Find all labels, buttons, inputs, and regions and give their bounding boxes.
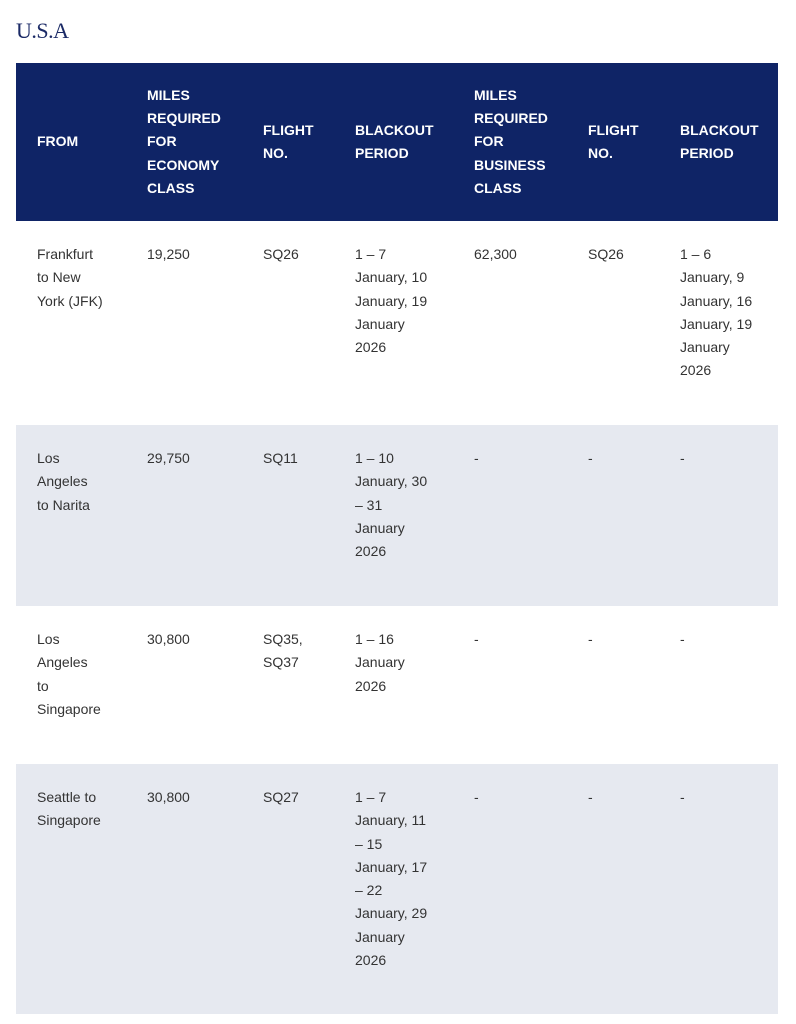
cell-text-line: January	[355, 315, 405, 332]
cell-text-line: January, 19	[355, 292, 428, 309]
cell-text-line: January, 19	[680, 315, 753, 332]
cell-text-line: 2026	[355, 677, 387, 694]
cell-text-line: REQUIRED	[147, 110, 221, 127]
cell-text-line: Angeles	[37, 654, 88, 671]
cell-text-line: Frankfurt	[37, 246, 94, 262]
cell-text-line: SQ26	[263, 246, 299, 262]
cell-text-line: 2026	[355, 339, 387, 356]
cell-text-line: -	[680, 631, 685, 647]
cell-text-line: PERIOD	[680, 145, 734, 161]
cell-text-line: to	[37, 677, 49, 694]
cell-text-line: BUSINESS	[474, 156, 546, 173]
cell-text-line: Singapore	[37, 700, 101, 717]
cell-text-line: – 22	[355, 882, 383, 899]
cell-text-line: January, 16	[680, 292, 753, 309]
cell-economy-miles: 30,800	[147, 631, 190, 647]
cell-text-line: Seattle to	[37, 789, 97, 805]
cell-economy-blackout	[334, 425, 453, 606]
award-miles-table	[16, 63, 778, 1014]
cell-business-flight	[567, 606, 659, 764]
cell-text-line: CLASS	[474, 179, 522, 196]
cell-text-line: FLIGHT	[588, 121, 639, 138]
cell-text-line: – 15	[355, 835, 383, 852]
cell-business-miles: -	[474, 631, 479, 647]
table-row	[16, 221, 778, 425]
cell-text-line: January	[355, 928, 405, 945]
cell-economy-miles: 29,750	[147, 450, 190, 466]
cell-text-line: SQ11	[263, 450, 298, 466]
cell-text-line: FOR	[147, 133, 177, 150]
cell-text-line: 1 – 7	[355, 246, 387, 262]
cell-text-line: SQ27	[263, 789, 299, 805]
cell-business-flight	[567, 221, 659, 425]
cell-business-miles: -	[474, 789, 479, 805]
cell-from	[16, 221, 126, 425]
cell-economy-miles: 30,800	[147, 789, 190, 805]
cell-text-line: FOR	[474, 133, 504, 150]
cell-text-line: NO.	[588, 145, 613, 161]
cell-text-line: -	[588, 789, 593, 805]
cell-business-flight	[567, 764, 659, 1014]
cell-text-line: January, 17	[355, 858, 428, 875]
header-business-blackout	[659, 63, 778, 221]
cell-text-line: Angeles	[37, 473, 88, 490]
cell-text-line: NO.	[263, 145, 288, 161]
table-row	[16, 425, 778, 606]
cell-text-line: BLACKOUT	[355, 121, 434, 138]
cell-text-line: SQ37	[263, 654, 299, 671]
cell-text-line: Los	[37, 450, 60, 466]
cell-business-miles: 62,300	[474, 246, 517, 262]
cell-text-line: 1 – 16	[355, 631, 394, 647]
cell-text-line: – 31	[355, 496, 383, 513]
cell-text-line: January	[680, 339, 730, 356]
cell-text-line: January, 30	[355, 473, 428, 490]
cell-text-line: -	[588, 450, 593, 466]
cell-text-line: 1 – 10	[355, 450, 394, 466]
cell-business-flight	[567, 425, 659, 606]
cell-text-line: -	[680, 450, 685, 466]
cell-economy-blackout	[334, 764, 453, 1014]
cell-text-line: BLACKOUT	[680, 121, 759, 138]
cell-text-line: 1 – 6	[680, 246, 712, 262]
cell-text-line: FROM	[37, 133, 79, 150]
cell-text-line: MILES	[474, 86, 517, 103]
cell-text-line: PERIOD	[355, 145, 409, 161]
cell-economy-flight	[242, 764, 334, 1014]
cell-from	[16, 764, 126, 1014]
cell-from	[16, 606, 126, 764]
cell-economy-flight	[242, 425, 334, 606]
cell-text-line: York (JFK)	[37, 292, 103, 309]
cell-text-line: January, 29	[355, 905, 428, 922]
cell-text-line: 1 – 7	[355, 789, 387, 805]
cell-economy-blackout	[334, 606, 453, 764]
header-economy-miles	[126, 63, 242, 221]
cell-business-blackout	[659, 606, 778, 764]
cell-text-line: SQ35,	[263, 631, 303, 647]
cell-text-line: 2026	[355, 952, 387, 969]
header-business-flight-no	[567, 63, 659, 221]
cell-text-line: January, 11	[355, 812, 427, 829]
cell-economy-blackout	[334, 221, 453, 425]
table-row	[16, 764, 778, 1014]
cell-text-line: January	[355, 519, 405, 536]
cell-text-line: FLIGHT	[263, 121, 314, 138]
cell-text-line: January, 9	[680, 269, 745, 286]
cell-business-blackout	[659, 221, 778, 425]
cell-from	[16, 425, 126, 606]
header-economy-flight-no	[242, 63, 334, 221]
cell-text-line: CLASS	[147, 179, 195, 196]
section-title: U.S.A	[16, 18, 69, 43]
cell-text-line: -	[680, 789, 685, 805]
cell-business-blackout	[659, 764, 778, 1014]
cell-text-line: MILES	[147, 86, 190, 103]
cell-text-line: January	[355, 654, 405, 671]
cell-business-miles: -	[474, 450, 479, 466]
cell-business-blackout	[659, 425, 778, 606]
cell-text-line: to Narita	[37, 496, 90, 513]
cell-economy-miles: 19,250	[147, 246, 190, 262]
cell-text-line: to New	[37, 269, 81, 286]
table-row	[16, 606, 778, 764]
header-business-miles	[453, 63, 567, 221]
cell-text-line: -	[588, 631, 593, 647]
cell-text-line: REQUIRED	[474, 110, 548, 127]
cell-text-line: SQ26	[588, 246, 624, 262]
cell-text-line: January, 10	[355, 269, 428, 286]
cell-text-line: 2026	[355, 543, 387, 560]
header-economy-blackout	[334, 63, 453, 221]
cell-text-line: ECONOMY	[147, 156, 220, 173]
table-header-row	[16, 63, 778, 221]
header-from	[16, 63, 126, 221]
cell-text-line: Singapore	[37, 812, 101, 829]
cell-economy-flight	[242, 606, 334, 764]
cell-economy-flight	[242, 221, 334, 425]
cell-text-line: 2026	[680, 362, 712, 379]
cell-text-line: Los	[37, 631, 60, 647]
